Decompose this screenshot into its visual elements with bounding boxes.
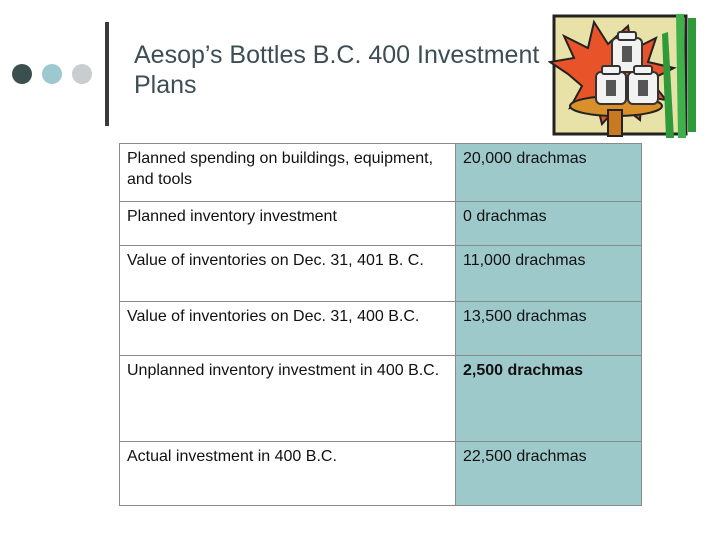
row-value: 20,000 drachmas: [456, 144, 642, 202]
row-label: Planned spending on buildings, equipment, and tools: [120, 144, 456, 202]
row-label: Unplanned inventory investment in 400 B.C.: [120, 356, 456, 442]
teal-dot-icon: [42, 64, 62, 84]
gray-dot-icon: [72, 64, 92, 84]
title-divider: [105, 22, 109, 126]
row-label: Planned inventory investment: [120, 202, 456, 246]
row-value: 13,500 drachmas: [456, 302, 642, 356]
row-value: 2,500 drachmas: [456, 356, 642, 442]
table-row: [120, 442, 642, 506]
table-row: [120, 144, 642, 202]
table-row: [120, 302, 642, 356]
row-label: Value of inventories on Dec. 31, 401 B. C.: [120, 246, 456, 302]
table-row: [120, 246, 642, 302]
table-row: [120, 202, 642, 246]
row-value: 22,500 drachmas: [456, 442, 642, 506]
row-label: Actual investment in 400 B.C.: [120, 442, 456, 506]
table-row: [120, 356, 642, 442]
row-label: Value of inventories on Dec. 31, 400 B.C.: [120, 302, 456, 356]
row-value: 11,000 drachmas: [456, 246, 642, 302]
slide-title: Aesop’s Bottles B.C. 400 Investment Plans: [134, 41, 540, 99]
dark-dot-icon: [12, 64, 32, 84]
investment-table: [119, 143, 642, 506]
row-value: 0 drachmas: [456, 202, 642, 246]
bullet-dots-decoration: [12, 64, 96, 84]
bottles-on-table-icon: [548, 14, 700, 138]
